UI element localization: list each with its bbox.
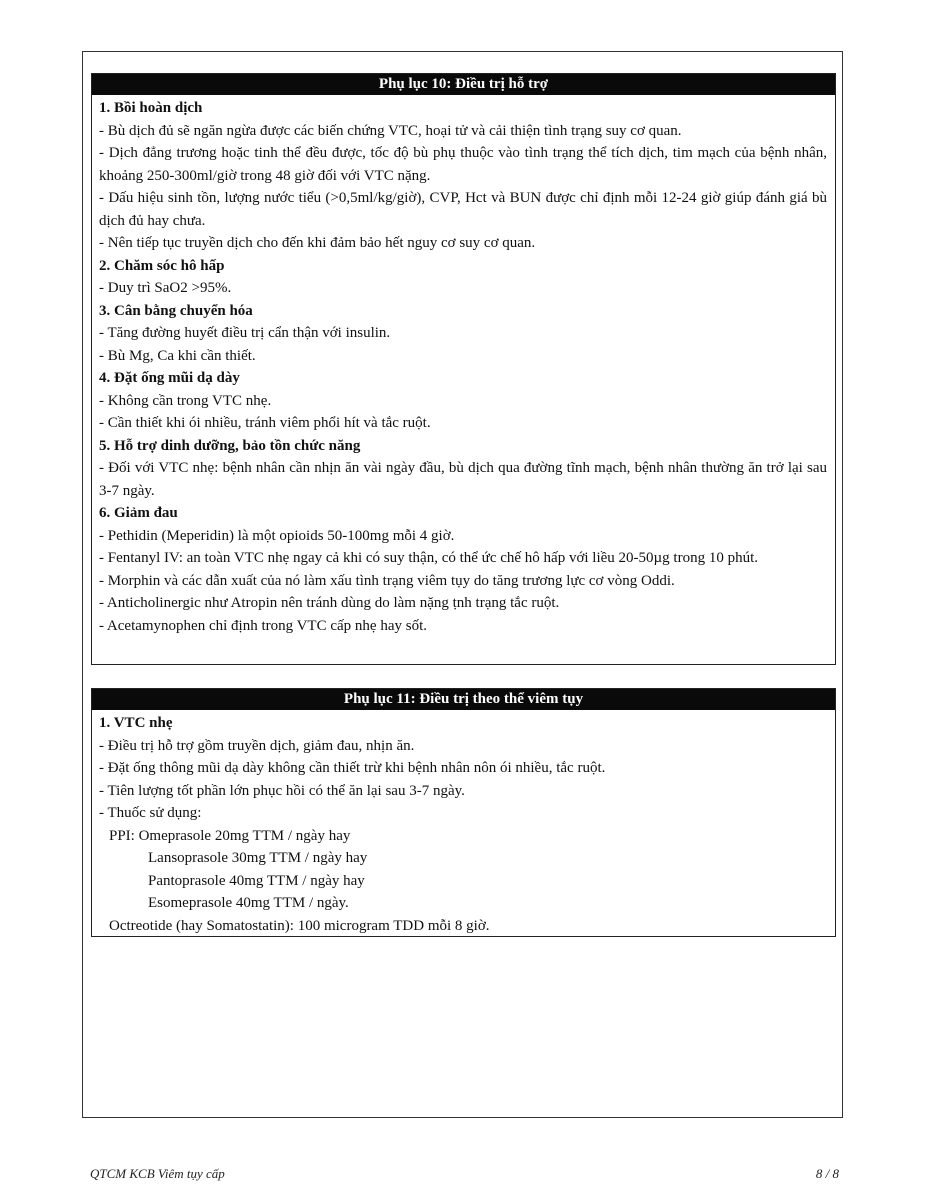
body-line: - Morphin và các dẫn xuất của nó làm xấu tình trạng viêm tụy do tăng trương lực cơ vòng Oddi. <box>99 572 675 589</box>
body-line: - Anticholinergic như Atropin nên tránh dùng do làm nặng ṭnh trạng tắc ruột. <box>99 595 560 611</box>
body-line: - Dịch đẳng trương hoặc tinh thể đều được, tốc độ bù phụ thuộc vào tình trạng thể tích dịch, tim mạch của bệnh nhân, khoảng 250-300ml/giờ trong 48 giờ đối với VTC nặng. <box>99 145 827 184</box>
section-heading: 5. Hỗ trợ dinh dưỡng, bảo tồn chức năng <box>99 437 361 454</box>
body-line: Lansoprasole 30mg TTM / ngày hay <box>148 850 368 866</box>
section-heading: 6. Giảm đau <box>99 505 178 521</box>
section-heading: 1. VTC nhẹ <box>99 715 173 731</box>
body-line: - Bù Mg, Ca khi cần thiết. <box>99 347 256 364</box>
appendix-11-box <box>91 688 836 937</box>
body-line: - Điều trị hỗ trợ gồm truyền dịch, giảm đau, nhịn ăn. <box>99 737 415 754</box>
body-line: - Duy trì SaO2 >95%. <box>99 280 232 296</box>
body-line: Pantoprasole 40mg TTM / ngày hay <box>148 872 365 889</box>
body-line: Octreotide (hay Somatostatin): 100 microgram TDD mỗi 8 giờ. <box>109 917 490 934</box>
appendix-10-title: Phụ lục 10: Điều trị hỗ trợ <box>92 74 835 95</box>
section-heading: 2. Chăm sóc hô hấp <box>99 257 225 274</box>
section-heading: 4. Đặt ống mũi dạ dày <box>99 370 240 386</box>
section-heading: 3. Cân bằng chuyển hóa <box>99 302 253 319</box>
appendix-10-box <box>91 73 836 665</box>
body-line: - Không cần trong VTC nhẹ. <box>99 392 272 409</box>
body-line: - Acetamynophen chỉ định trong VTC cấp nhẹ hay sốt. <box>99 617 427 634</box>
body-line: - Pethidin (Meperidin) là một opioids 50-100mg mỗi 4 giờ. <box>99 527 455 544</box>
appendix-10-body <box>92 95 835 637</box>
appendix-11-title: Phụ lục 11: Điều trị theo thể viêm tụy <box>92 689 835 710</box>
footer-page-number: 8 / 8 <box>815 1166 839 1181</box>
body-line: - Dấu hiệu sinh tồn, lượng nước tiểu (>0,5ml/kg/giờ), CVP, Hct và BUN được chỉ định mỗi 12-24 giờ giúp đánh giá bù dịch đủ hay chưa. <box>99 190 827 229</box>
body-line: - Nên tiếp tục truyền dịch cho đến khi đảm bảo hết nguy cơ suy cơ quan. <box>99 235 536 251</box>
section-heading: 1. Bồi hoàn dịch <box>99 100 203 116</box>
body-line: - Cần thiết khi ói nhiều, tránh viêm phổi hít và tắc ruột. <box>99 415 431 431</box>
appendix-11-body <box>92 710 835 937</box>
body-line: PPI: Omeprasole 20mg TTM / ngày hay <box>109 827 351 844</box>
body-line: - Bù dịch đủ sẽ ngăn ngừa được các biến chứng VTC, hoại tử và cải thiện tình trạng suy cơ quan. <box>99 122 682 139</box>
footer-document-title: QTCM KCB Viêm tụy cấp <box>90 1166 225 1181</box>
body-line: Esomeprasole 40mg TTM / ngày. <box>148 895 349 911</box>
body-line: - Thuốc sử dụng: <box>99 805 202 821</box>
body-line: - Tiên lượng tốt phần lớn phục hồi có thể ăn lại sau 3-7 ngày. <box>99 782 465 799</box>
body-line: - Fentanyl IV: an toàn VTC nhẹ ngay cả khi có suy thận, có thể ức chế hô hấp với liều 20-50µg trong 10 phút. <box>99 550 759 566</box>
body-line: - Đối với VTC nhẹ: bệnh nhân cần nhịn ăn vài ngày đầu, bù dịch qua đường tĩnh mạch, bệnh nhân thường ăn trở lại sau 3-7 ngày. <box>99 460 827 499</box>
body-line: - Đặt ống thông mũi dạ dày không cần thiết trừ khi bệnh nhân nôn ói nhiều, tắc ruột. <box>99 760 606 776</box>
body-line: - Tăng đường huyết điều trị cẩn thận với insulin. <box>99 325 391 341</box>
